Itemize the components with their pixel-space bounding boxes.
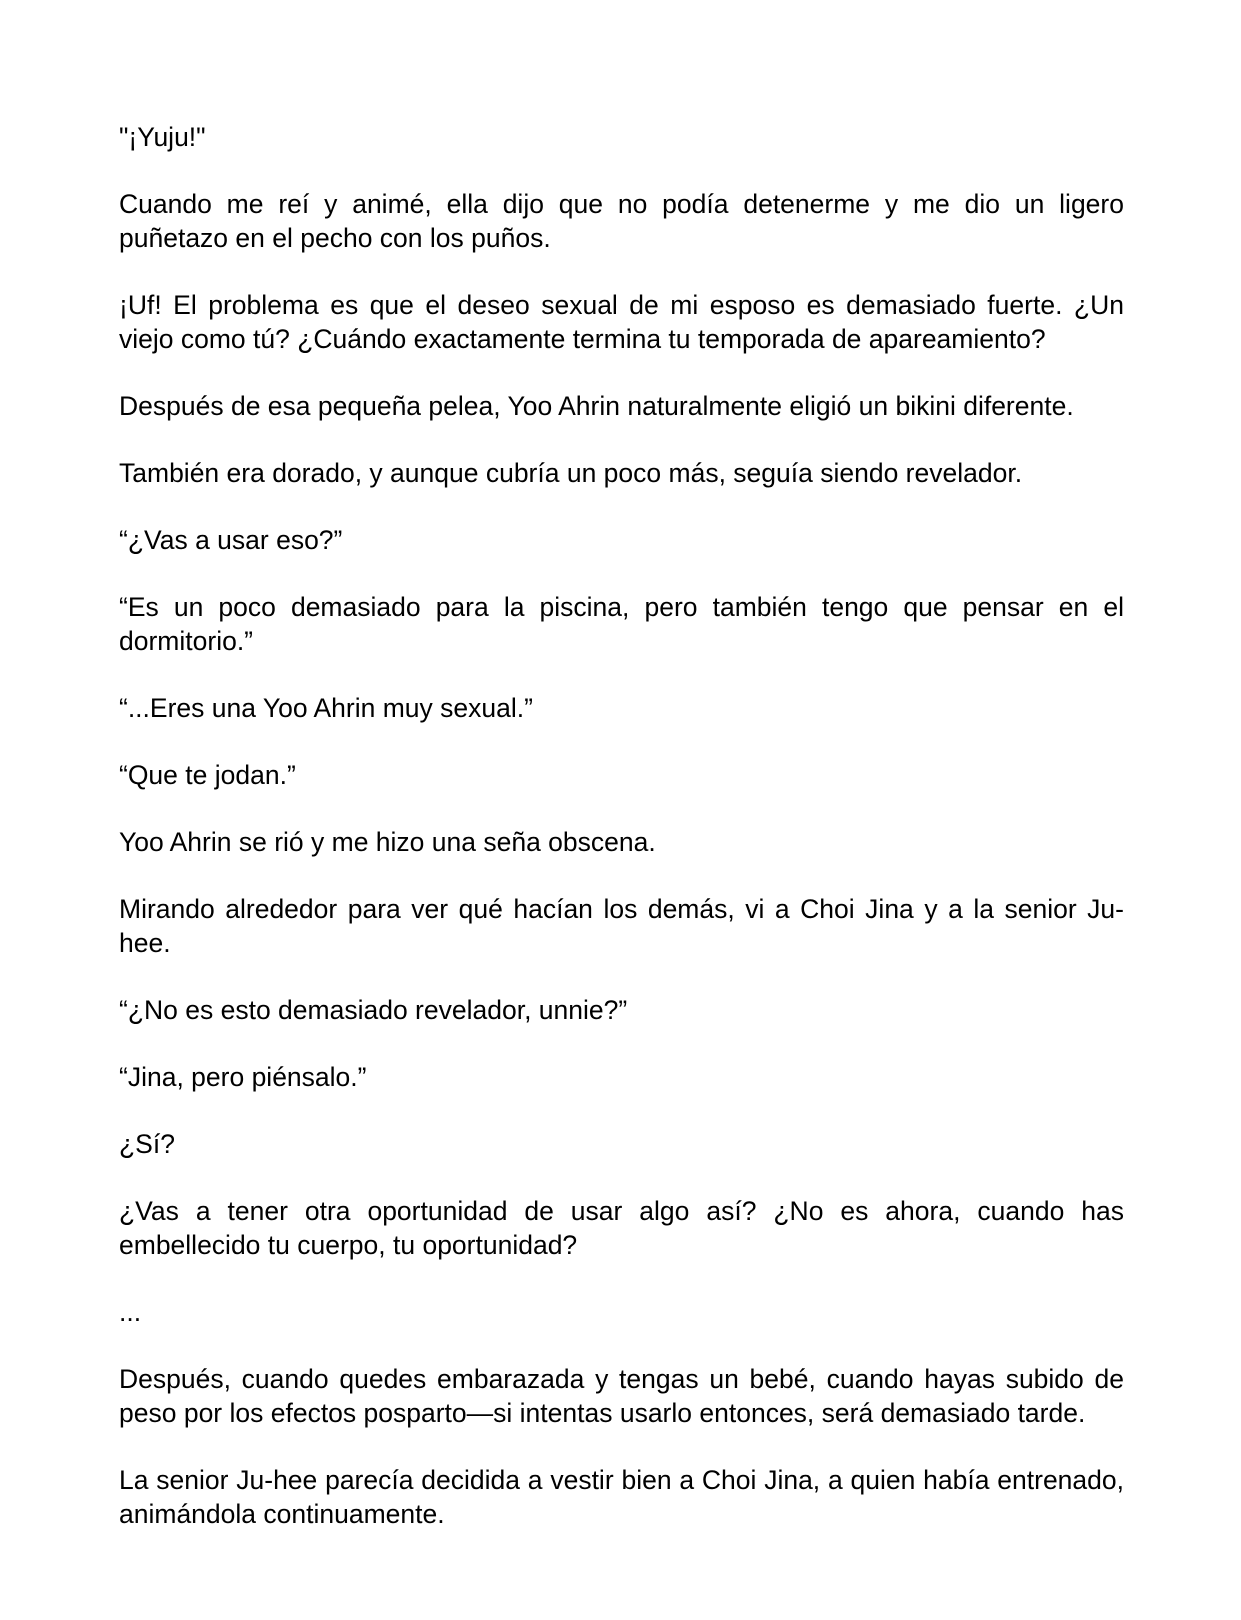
paragraph: “¿Vas a usar eso?” [119,525,343,555]
paragraph: “Es un poco demasiado para la piscina, pero también tengo que pensar en el dormitorio.” [119,592,1124,656]
paragraph: ... [119,1297,142,1327]
paragraph: Después, cuando quedes embarazada y tengas un bebé, cuando hayas subido de peso por los efectos posparto—si intentas usarlo entonces, será demasiado tarde. [119,1364,1124,1428]
paragraph: La senior Ju-hee parecía decidida a vestir bien a Choi Jina, a quien había entrenado, animándola continuamente. [119,1465,1124,1529]
paragraph: ¡Uf! El problema es que el deseo sexual de mi esposo es demasiado fuerte. ¿Un viejo como tú? ¿Cuándo exactamente termina tu temporada de apareamiento? [119,290,1124,354]
paragraph: “Que te jodan.” [119,760,296,790]
paragraph: También era dorado, y aunque cubría un poco más, seguía siendo revelador. [119,458,1023,488]
paragraph: Mirando alrededor para ver qué hacían los demás, vi a Choi Jina y a la senior Ju-hee. [119,894,1124,958]
paragraph: “...Eres una Yoo Ahrin muy sexual.” [119,693,533,723]
paragraph: Cuando me reí y animé, ella dijo que no podía detenerme y me dio un ligero puñetazo en el pecho con los puños. [119,189,1124,253]
paragraph: Después de esa pequeña pelea, Yoo Ahrin naturalmente eligió un bikini diferente. [119,391,1074,421]
paragraph: “Jina, pero piénsalo.” [119,1062,367,1092]
paragraph: ¿Vas a tener otra oportunidad de usar algo así? ¿No es ahora, cuando has embellecido tu cuerpo, tu oportunidad? [119,1196,1124,1260]
paragraph: “¿No es esto demasiado revelador, unnie?” [119,995,628,1025]
paragraph: ¿Sí? [119,1129,175,1159]
text-body [119,120,1124,1564]
paragraph: "¡Yuju!" [119,122,206,152]
paragraph: Yoo Ahrin se rió y me hizo una seña obscena. [119,827,656,857]
